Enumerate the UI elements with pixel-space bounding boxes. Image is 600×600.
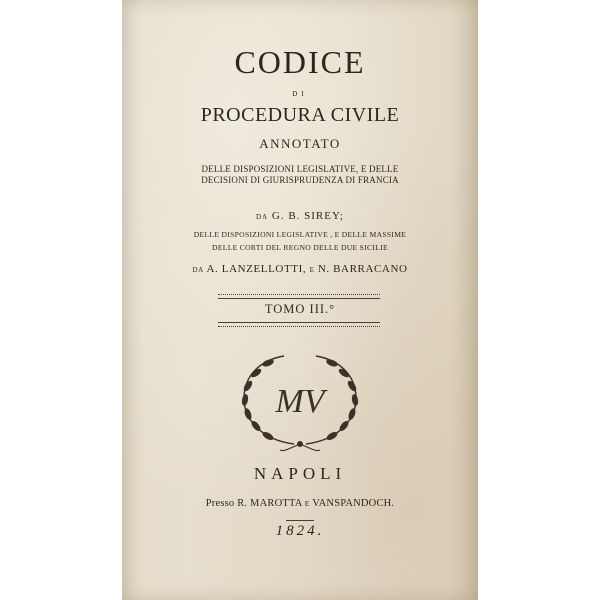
title-connector: DI xyxy=(292,90,308,98)
author-lanzellotti: A. LANZELLOTTI, xyxy=(206,263,307,275)
second-provisions-text xyxy=(122,228,478,254)
printer-name: R. MAROTTA xyxy=(237,498,302,509)
divider-top xyxy=(218,294,380,299)
provisions-text xyxy=(122,164,478,186)
year-divider xyxy=(286,520,314,521)
authors-conjunction: E xyxy=(309,266,315,274)
authors-line xyxy=(122,263,478,275)
monogram-text: MV xyxy=(275,383,325,420)
printer-line xyxy=(122,498,478,509)
authors-prefix: DA xyxy=(192,266,204,274)
first-author: G. B. SIREY; xyxy=(271,210,344,222)
publication-year: 1824. xyxy=(275,523,325,539)
provisions-line-1: DELLE DISPOSIZIONI LEGISLATIVE, E DELLE xyxy=(201,164,399,174)
book-title: CODICE xyxy=(234,44,366,80)
printer-name-2: VANSPANDOCH. xyxy=(312,498,395,509)
provisions-line-2: DECISIONI DI GIURISPRUDENZA DI FRANCIA xyxy=(201,175,399,185)
city-name: NAPOLI xyxy=(253,464,347,483)
annotated-label: ANNOTATO xyxy=(259,136,341,151)
first-author-line xyxy=(122,210,478,222)
title-page xyxy=(122,0,478,600)
laurel-wreath-icon xyxy=(234,348,366,452)
printer-prefix: Presso xyxy=(205,498,235,509)
author-barracano: N. BARRACANO xyxy=(317,263,408,275)
divider-bottom xyxy=(218,322,380,327)
book-subtitle: PROCEDURA CIVILE xyxy=(200,104,400,126)
second-line-2: DELLE CORTI DEL REGNO DELLE DUE SICILIE xyxy=(212,243,388,252)
second-line-1: DELLE DISPOSIZIONI LEGISLATIVE , E DELLE MASSIME xyxy=(193,230,407,239)
by-prefix: DA xyxy=(256,213,269,221)
printer-conjunction: E xyxy=(304,499,310,508)
volume-label: TOMO III.° xyxy=(264,302,336,316)
